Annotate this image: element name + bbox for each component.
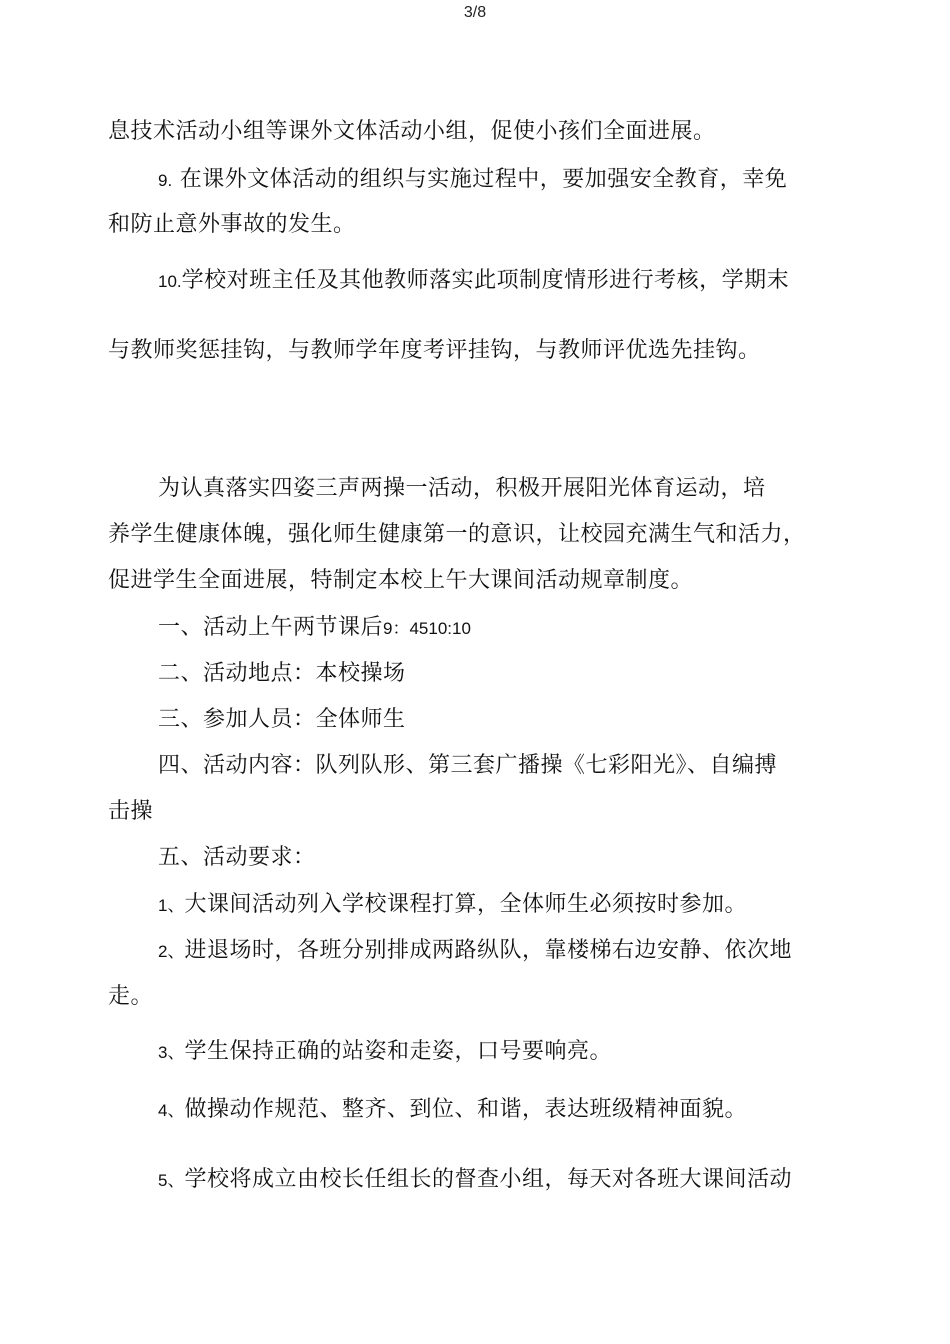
item-number: 10. bbox=[158, 272, 182, 291]
item-number: 2、 bbox=[158, 942, 185, 961]
requirement-2 bbox=[158, 936, 792, 967]
text-line: 学生保持正确的站姿和走姿，口号要响亮。 bbox=[184, 1039, 612, 1064]
text-line: 走。 bbox=[108, 984, 154, 1009]
text-line: 击操 bbox=[108, 799, 154, 824]
text-line: 学校将成立由校长任组长的督查小组，每天对各班大课间活动 bbox=[184, 1167, 792, 1192]
item-number: 4、 bbox=[158, 1101, 185, 1120]
item-number: 5、 bbox=[158, 1171, 185, 1190]
section-three: 三、参加人员：全体师生 bbox=[158, 707, 406, 732]
text-line: 在课外文体活动的组织与实施过程中，要加强安全教育，幸免 bbox=[179, 167, 788, 192]
section-four: 四、活动内容：队列队形、第三套广播操《七彩阳光》、自编搏 bbox=[158, 753, 778, 778]
item-number: 3、 bbox=[158, 1043, 185, 1062]
text-line: 和防止意外事故的发生。 bbox=[108, 212, 356, 237]
list-item-9 bbox=[158, 165, 787, 196]
text-line: 与教师奖惩挂钩，与教师学年度考评挂钩，与教师评优选先挂钩。 bbox=[108, 338, 761, 363]
page-number: 3/8 bbox=[463, 4, 487, 21]
text-line: 为认真落实四姿三声两操一活动，积极开展阳光体育运动，培 bbox=[158, 476, 766, 501]
item-number: 1、 bbox=[158, 896, 185, 915]
requirement-5 bbox=[158, 1165, 792, 1196]
section-two: 二、活动地点：本校操场 bbox=[158, 661, 406, 686]
text-line: 做操动作规范、整齐、到位、和谐，表达班级精神面貌。 bbox=[184, 1097, 747, 1122]
section-one bbox=[158, 613, 471, 644]
text-line: 一、活动上午两节课后 bbox=[158, 615, 384, 640]
text-line: 学校对班主任及其他教师落实此项制度情形进行考核，学期末 bbox=[181, 268, 790, 293]
item-number: 9. bbox=[158, 171, 173, 190]
requirement-4 bbox=[158, 1095, 747, 1126]
text-line: 养学生健康体魄，强化师生健康第一的意识，让校园充满生气和活力， bbox=[108, 522, 806, 547]
section-five: 五、活动要求： bbox=[158, 845, 316, 870]
requirement-1 bbox=[158, 890, 747, 921]
text-line: 大课间活动列入学校课程打算，全体师生必须按时参加。 bbox=[184, 892, 747, 917]
requirement-3 bbox=[158, 1037, 612, 1068]
text-line: 息技术活动小组等课外文体活动小组，促使小孩们全面进展。 bbox=[108, 119, 716, 144]
time-range: 9：4510:10 bbox=[383, 619, 471, 638]
text-line: 进退场时，各班分别排成两路纵队，靠楼梯右边安静、依次地 bbox=[184, 938, 792, 963]
text-line: 促进学生全面进展，特制定本校上午大课间活动规章制度。 bbox=[108, 568, 694, 593]
list-item-10 bbox=[158, 266, 789, 297]
